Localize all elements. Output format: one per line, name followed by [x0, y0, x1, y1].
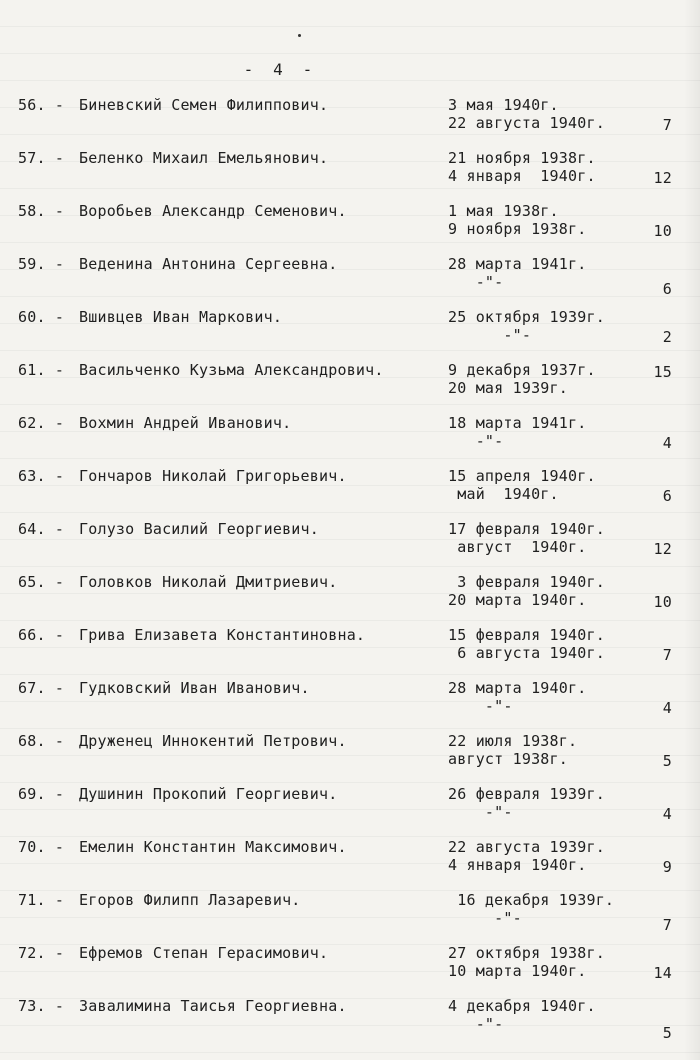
end-date: -"- — [448, 803, 513, 821]
person-name: Душинин Прокопий Георгиевич. — [79, 785, 338, 803]
entry-number: 65. - — [18, 573, 65, 591]
person-name: Ефремов Степан Герасимович. — [79, 944, 329, 962]
start-date: 27 октября 1938г. — [448, 944, 605, 962]
person-name: Воробьев Александр Семенович. — [79, 202, 347, 220]
person-name: Завалимина Таисья Георгиевна. — [79, 997, 347, 1015]
end-date: май 1940г. — [448, 485, 559, 503]
count-value: 6 — [662, 280, 672, 298]
start-date: 15 февраля 1940г. — [448, 626, 605, 644]
start-date: 15 апреля 1940г. — [448, 467, 596, 485]
end-date: -"- — [448, 697, 513, 715]
count-value: 2 — [662, 328, 672, 346]
end-date: август 1940г. — [448, 538, 587, 556]
count-value: 10 — [653, 593, 672, 611]
start-date: 4 декабря 1940г. — [448, 997, 596, 1015]
list-item — [0, 891, 700, 944]
count-value: 14 — [653, 964, 672, 982]
person-name: Биневский Семен Филиппович. — [79, 96, 329, 114]
start-date: 18 марта 1941г. — [448, 414, 587, 432]
entry-number: 64. - — [18, 520, 65, 538]
start-date: 25 октября 1939г. — [448, 308, 605, 326]
entry-number: 69. - — [18, 785, 65, 803]
start-date: 28 марта 1941г. — [448, 255, 587, 273]
end-date: 6 августа 1940г. — [448, 644, 605, 662]
list-item — [0, 149, 700, 202]
list-item — [0, 255, 700, 308]
ink-dot — [298, 34, 301, 37]
count-value: 9 — [662, 858, 672, 876]
person-name: Егоров Филипп Лазаревич. — [79, 891, 301, 909]
person-name: Грива Елизавета Константиновна. — [79, 626, 366, 644]
person-name: Гудковский Иван Иванович. — [79, 679, 310, 697]
count-value: 4 — [662, 699, 672, 717]
person-name: Вшивцев Иван Маркович. — [79, 308, 283, 326]
count-value: 12 — [653, 540, 672, 558]
entry-number: 56. - — [18, 96, 65, 114]
person-name: Емелин Константин Максимович. — [79, 838, 347, 856]
start-date: 26 февраля 1939г. — [448, 785, 605, 803]
list-item — [0, 785, 700, 838]
person-name: Гончаров Николай Григорьевич. — [79, 467, 347, 485]
count-value: 7 — [662, 116, 672, 134]
list-item — [0, 520, 700, 573]
end-date: 4 января 1940г. — [448, 167, 596, 185]
end-date: август 1938г. — [448, 750, 568, 768]
count-value: 7 — [662, 916, 672, 934]
list-item — [0, 573, 700, 626]
end-date: -"- — [448, 326, 532, 344]
entry-number: 57. - — [18, 149, 65, 167]
count-value: 6 — [662, 487, 672, 505]
entry-number: 59. - — [18, 255, 65, 273]
count-value: 4 — [662, 434, 672, 452]
start-date: 1 мая 1938г. — [448, 202, 559, 220]
entry-number: 61. - — [18, 361, 65, 379]
count-value: 5 — [662, 752, 672, 770]
end-date: 4 января 1940г. — [448, 856, 587, 874]
list-item — [0, 414, 700, 467]
count-value: 12 — [653, 169, 672, 187]
entry-number: 66. - — [18, 626, 65, 644]
list-item — [0, 944, 700, 997]
entry-number: 62. - — [18, 414, 65, 432]
start-date: 28 марта 1940г. — [448, 679, 587, 697]
start-date: 3 февраля 1940г. — [448, 573, 605, 591]
count-value: 7 — [662, 646, 672, 664]
list-item — [0, 626, 700, 679]
person-name: Головков Николай Дмитриевич. — [79, 573, 338, 591]
start-date: 9 декабря 1937г. — [448, 361, 596, 379]
entry-number: 68. - — [18, 732, 65, 750]
list-item — [0, 361, 700, 414]
entry-number: 60. - — [18, 308, 65, 326]
person-name: Васильченко Кузьма Александрович. — [79, 361, 384, 379]
start-date: 3 мая 1940г. — [448, 96, 559, 114]
person-name: Друженец Иннокентий Петрович. — [79, 732, 347, 750]
person-name: Беленко Михаил Емельянович. — [79, 149, 329, 167]
list-item — [0, 679, 700, 732]
list-item — [0, 96, 700, 149]
count-value: 10 — [653, 222, 672, 240]
end-date: 20 мая 1939г. — [448, 379, 568, 397]
list-item — [0, 732, 700, 785]
count-value: 5 — [662, 1024, 672, 1042]
count-value: 4 — [662, 805, 672, 823]
list-item — [0, 202, 700, 255]
start-date: 22 июля 1938г. — [448, 732, 578, 750]
end-date: -"- — [448, 273, 504, 291]
page-number: - 4 - — [243, 60, 313, 79]
entry-number: 71. - — [18, 891, 65, 909]
entry-number: 67. - — [18, 679, 65, 697]
start-date: 22 августа 1939г. — [448, 838, 605, 856]
end-date: 10 марта 1940г. — [448, 962, 587, 980]
entry-number: 63. - — [18, 467, 65, 485]
entry-number: 73. - — [18, 997, 65, 1015]
list-item — [0, 308, 700, 361]
person-name: Голузо Василий Георгиевич. — [79, 520, 319, 538]
end-date: 20 марта 1940г. — [448, 591, 587, 609]
end-date: -"- — [448, 432, 504, 450]
end-date: -"- — [448, 909, 522, 927]
end-date: 22 августа 1940г. — [448, 114, 605, 132]
list-item — [0, 997, 700, 1050]
start-date: 17 февраля 1940г. — [448, 520, 605, 538]
entry-number: 70. - — [18, 838, 65, 856]
list-item — [0, 838, 700, 891]
list-item — [0, 467, 700, 520]
start-date: 21 ноября 1938г. — [448, 149, 596, 167]
count-value: 15 — [653, 363, 672, 381]
person-name: Веденина Антонина Сергеевна. — [79, 255, 338, 273]
start-date: 16 декабря 1939г. — [448, 891, 615, 909]
end-date: -"- — [448, 1015, 504, 1033]
record-list — [0, 96, 700, 1050]
person-name: Вохмин Андрей Иванович. — [79, 414, 292, 432]
entry-number: 72. - — [18, 944, 65, 962]
end-date: 9 ноября 1938г. — [448, 220, 587, 238]
entry-number: 58. - — [18, 202, 65, 220]
